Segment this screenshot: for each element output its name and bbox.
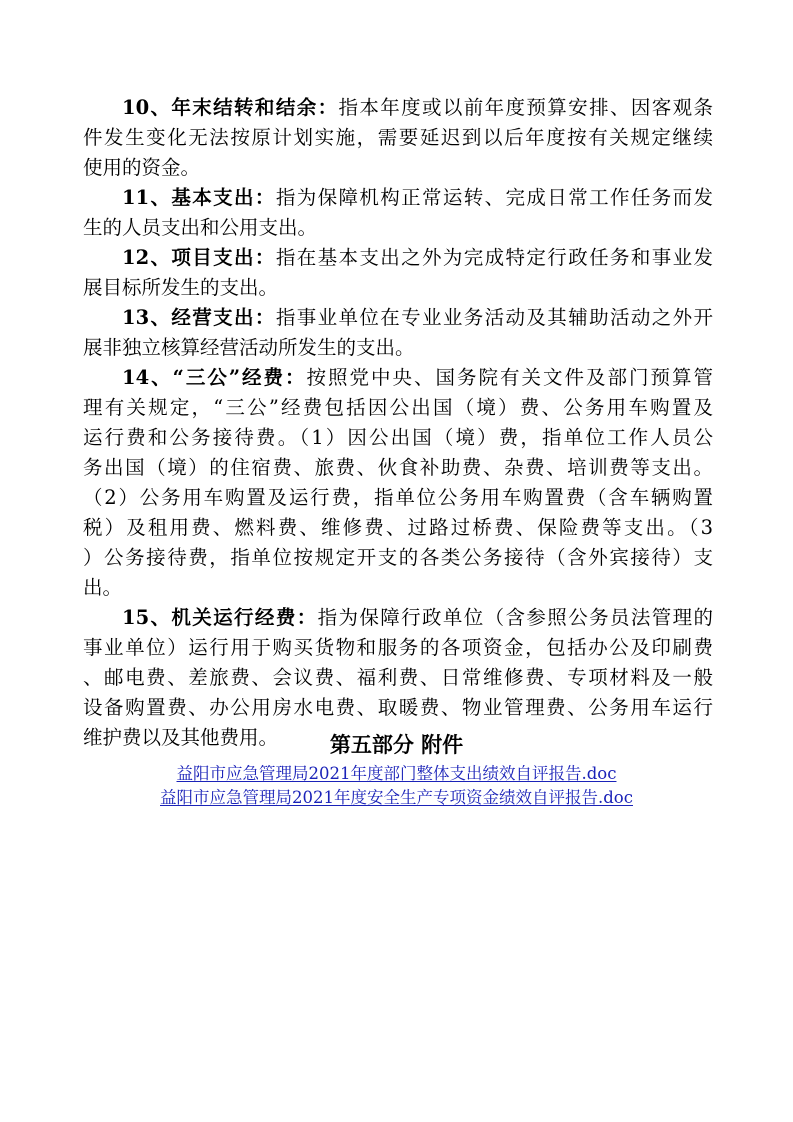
definition-10-line-2: 件发生变化无法按原计划实施，需要延迟到以后年度按有关规定继续	[83, 126, 713, 149]
definition-11-text: 指为保障机构正常运转、完成日常工作任务而发	[275, 186, 713, 209]
definition-12-text: 指在基本支出之外为完成特定行政任务和事业发	[275, 246, 713, 269]
definition-15-line-3: 、邮电费、差旅费、会议费、福利费、日常维修费、专项材料及一般	[83, 666, 713, 689]
definition-15-line-2: 事业单位）运行用于购买货物和服务的各项资金，包括办公及印刷费	[83, 636, 713, 659]
definition-14-term: 14、“三公”经费：	[122, 366, 307, 389]
definition-14-line-7: ）公务接待费，指单位按规定开支的各类公务接待（含外宾接待）支	[83, 546, 713, 569]
attachment-1	[0, 762, 793, 786]
definition-13-term: 13、经营支出：	[122, 306, 276, 329]
definition-12-line-1	[122, 243, 713, 273]
definition-14-line-4: 务出国（境）的住宿费、旅费、伙食补助费、杂费、培训费等支出。	[83, 456, 713, 479]
definition-14-line-8: 出。	[83, 576, 123, 599]
definition-14-line-1	[122, 363, 713, 393]
definition-10-text: 指本年度或以前年度预算安排、因客观条	[338, 96, 713, 119]
definition-14-line-3: 运行费和公务接待费。（1）因公出国（境）费，指单位工作人员公	[83, 426, 713, 449]
definition-11-line-1	[122, 183, 713, 213]
definition-10-term: 10、年末结转和结余：	[122, 96, 339, 119]
definition-13-line-1	[122, 303, 713, 333]
definition-13-text: 指事业单位在专业业务活动及其辅助活动之外开	[275, 306, 713, 329]
definition-10-line-1	[122, 93, 713, 123]
attachment-2	[0, 786, 793, 810]
definition-14-line-5: （2）公务用车购置及运行费，指单位公务用车购置费（含车辆购置	[83, 486, 713, 509]
definition-14-line-6: 税）及租用费、燃料费、维修费、过路过桥费、保险费等支出。（3	[83, 516, 713, 539]
attachment-link-2[interactable]: 益阳市应急管理局2021年度安全生产专项资金绩效自评报告.doc	[160, 788, 633, 807]
definition-15-line-5: 维护费以及其他费用。	[83, 726, 279, 749]
attachment-link-1[interactable]: 益阳市应急管理局2021年度部门整体支出绩效自评报告.doc	[176, 764, 617, 783]
definition-11-line-2: 生的人员支出和公用支出。	[83, 216, 318, 239]
definition-10-line-3: 使用的资金。	[83, 156, 201, 179]
definition-15-text: 指为保障行政单位（含参照公务员法管理的	[317, 606, 713, 629]
definition-12-term: 12、项目支出：	[122, 246, 276, 269]
definition-15-line-4: 设备购置费、办公用房水电费、取暖费、物业管理费、公务用车运行	[83, 696, 713, 719]
definition-11-term: 11、基本支出：	[122, 186, 276, 209]
definition-12-line-2: 展目标所发生的支出。	[83, 276, 279, 299]
definition-15-line-1	[122, 603, 713, 633]
section-heading: 第五部分 附件	[329, 733, 464, 757]
definition-15-term: 15、机关运行经费：	[122, 606, 318, 629]
definition-14-text: 按照党中央、国务院有关文件及部门预算管	[306, 366, 713, 389]
definition-14-line-2: 理有关规定，“三公”经费包括因公出国（境）费、公务用车购置及	[83, 396, 713, 419]
definition-13-line-2: 展非独立核算经营活动所发生的支出。	[83, 336, 415, 359]
